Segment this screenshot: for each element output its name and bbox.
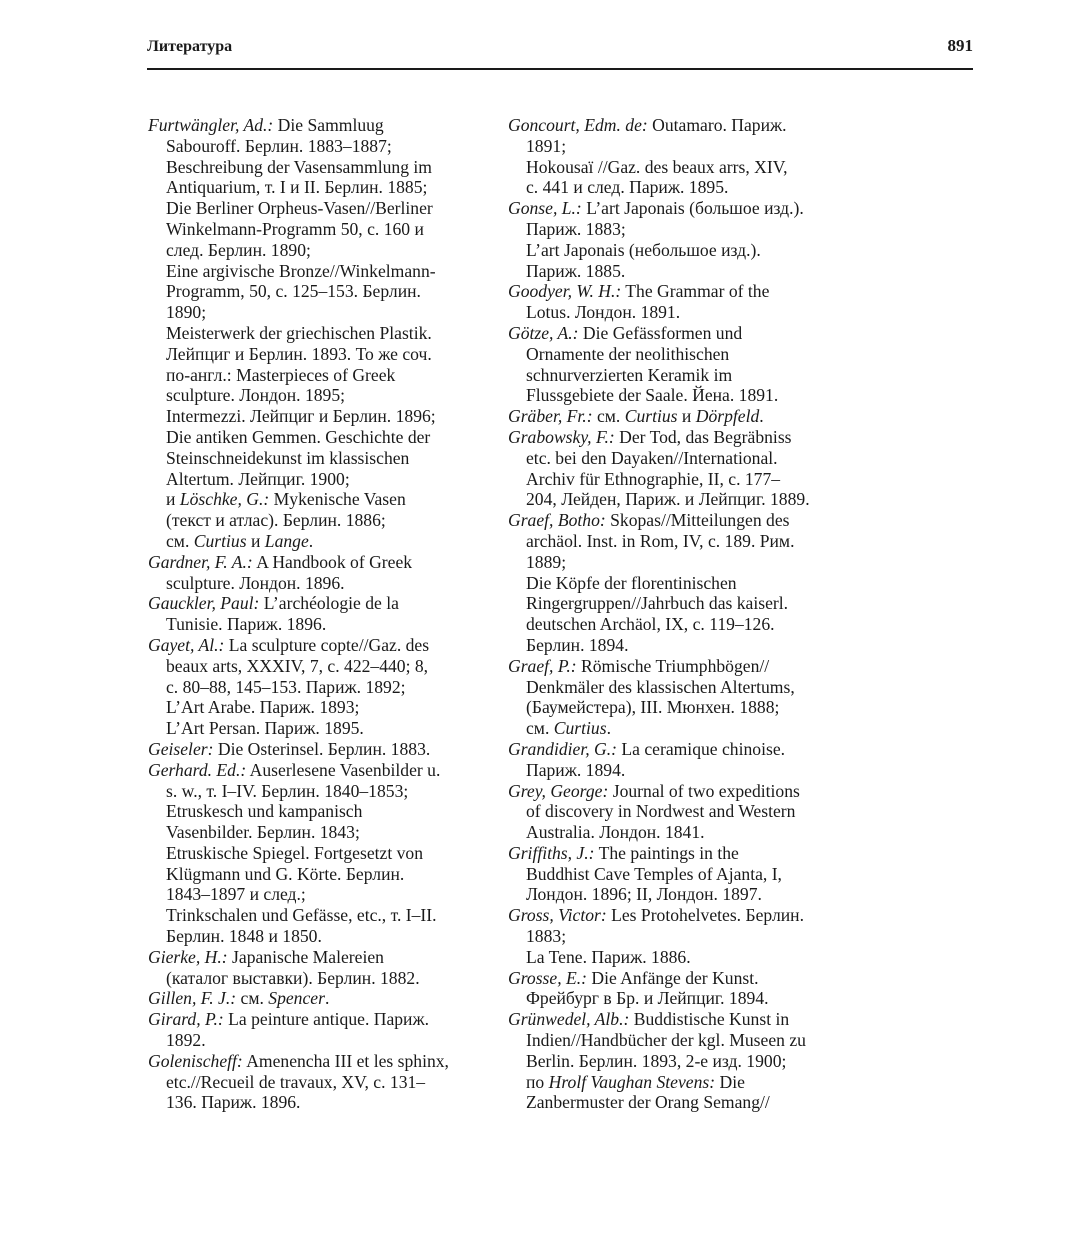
entry-line: Beschreibung der Vasensammlung im bbox=[166, 156, 432, 177]
entry-line: Geiseler: Die Osterinsel. Берлин. 1883. bbox=[148, 738, 431, 759]
entry-line: Die Köpfe der florentinischen bbox=[526, 572, 737, 593]
bibliography-entry bbox=[148, 1051, 483, 1113]
bibliography-entry bbox=[148, 635, 483, 739]
entry-line: Gräber, Fr.: см. Curtius и Dörpfeld. bbox=[508, 406, 764, 427]
entry-line: deutschen Archäol, IX, с. 119–126. bbox=[526, 614, 775, 635]
entry-line: Grünwedel, Alb.: Buddistische Kunst in bbox=[508, 1009, 790, 1030]
entry-line: Париж. 1883; bbox=[526, 218, 626, 239]
entry-line: Gardner, F. A.: A Handbook of Greek bbox=[148, 551, 413, 572]
entry-line: Programm, 50, с. 125–153. Берлин. bbox=[166, 281, 421, 302]
entry-line: Antiquarium, т. I и II. Берлин. 1885; bbox=[166, 177, 428, 198]
bibliography-entry bbox=[148, 115, 483, 552]
entry-line: Götze, A.: Die Gefässformen und bbox=[508, 322, 743, 343]
entry-line: La Tene. Париж. 1886. bbox=[526, 946, 691, 967]
entry-line: archäol. Inst. in Rom, IV, с. 189. Рим. bbox=[526, 530, 795, 551]
entry-line: schnurverzierten Keramik im bbox=[526, 364, 733, 385]
entry-line: beaux arts, XXXIV, 7, с. 422–440; 8, bbox=[166, 655, 429, 676]
entry-line: Indien//Handbücher der kgl. Museen zu bbox=[526, 1030, 806, 1051]
bibliography-entry bbox=[508, 905, 828, 967]
entry-line: Grosse, E.: Die Anfänge der Kunst. bbox=[508, 967, 759, 988]
bibliography-entry bbox=[508, 427, 828, 510]
page-number: 891 bbox=[947, 36, 973, 55]
entry-line: of discovery in Nordwest and Western bbox=[526, 801, 796, 822]
entry-line: Grandidier, G.: La ceramique chinoise. bbox=[508, 738, 786, 759]
entry-line: Gillen, F. J.: см. Spencer. bbox=[148, 988, 330, 1009]
bibliography-entry bbox=[508, 781, 828, 843]
bibliography-entry bbox=[508, 323, 828, 406]
entry-line: 1891; bbox=[526, 135, 567, 156]
entry-line: Фрейбург в Бр. и Лейпциг. 1894. bbox=[526, 988, 769, 1009]
entry-line: Australia. Лондон. 1841. bbox=[526, 822, 705, 843]
entry-line: Berlin. Берлин. 1893, 2-е изд. 1900; bbox=[526, 1050, 787, 1071]
bibliography-entry bbox=[508, 843, 828, 905]
entry-line: Lotus. Лондон. 1891. bbox=[526, 302, 681, 323]
entry-line: Buddhist Cave Temples of Ajanta, I, bbox=[526, 863, 782, 884]
entry-line: etc. bei den Dayaken//International. bbox=[526, 447, 778, 468]
entry-line: sculpture. Лондон. 1896. bbox=[166, 572, 345, 593]
bibliography-entry bbox=[508, 656, 828, 739]
entry-line: Sabouroff. Берлин. 1883–1887; bbox=[166, 135, 392, 156]
bibliography-entry bbox=[148, 947, 483, 989]
entry-line: 136. Париж. 1896. bbox=[166, 1092, 301, 1113]
entry-line: Берлин. 1894. bbox=[526, 634, 629, 655]
bibliography-entry bbox=[508, 1009, 828, 1113]
entry-line: Zanbermuster der Orang Semang// bbox=[526, 1092, 770, 1113]
entry-line: с. 80–88, 145–153. Париж. 1892; bbox=[166, 676, 406, 697]
entry-line: Furtwängler, Ad.: Die Sammluug bbox=[148, 115, 384, 135]
entry-line: Etruskische Spiegel. Fortgesetzt von bbox=[166, 842, 424, 863]
bibliography-entry bbox=[148, 760, 483, 947]
entry-line: Grey, George: Journal of two expeditions bbox=[508, 780, 800, 801]
right-column bbox=[508, 115, 828, 1113]
entry-line: Лейпциг и Берлин. 1893. То же соч. bbox=[166, 343, 432, 364]
bibliography-entry bbox=[148, 1009, 483, 1051]
entry-line: Gauckler, Paul: L’archéologie de la bbox=[148, 593, 399, 614]
entry-line: Steinschneidekunst im klassischen bbox=[166, 447, 410, 468]
entry-line: (Баумейстера), III. Мюнхен. 1888; bbox=[526, 697, 780, 718]
entry-line: sculpture. Лондон. 1895; bbox=[166, 385, 346, 406]
entry-line: Gierke, H.: Japanische Malereien bbox=[148, 946, 384, 967]
entry-line: и Löschke, G.: Mykenische Vasen bbox=[166, 489, 406, 510]
bibliography-entry bbox=[508, 198, 828, 281]
section-title: Литература bbox=[147, 38, 233, 55]
entry-line: Берлин. 1848 и 1850. bbox=[166, 926, 322, 947]
entry-line: Meisterwerk der griechischen Plastik. bbox=[166, 322, 432, 343]
entry-line: Париж. 1885. bbox=[526, 260, 626, 281]
running-header bbox=[147, 34, 973, 70]
entry-line: Gerhard. Ed.: Auserlesene Vasenbilder u. bbox=[148, 759, 441, 780]
entry-line: Ornamente der neolithischen bbox=[526, 343, 730, 364]
entry-line: Ringergruppen//Jahrbuch das kaiserl. bbox=[526, 593, 789, 614]
entry-line: Gonse, L.: L’art Japonais (большое изд.). bbox=[508, 198, 804, 219]
entry-line: L’Art Persan. Париж. 1895. bbox=[166, 718, 364, 739]
entry-line: 1892. bbox=[166, 1030, 206, 1051]
entry-line: Flussgebiete der Saale. Йена. 1891. bbox=[526, 385, 779, 406]
bibliography-entry bbox=[508, 115, 828, 198]
entry-line: Golenischeff: Amenencha III et les sphinx, bbox=[148, 1050, 449, 1071]
entry-line: Париж. 1894. bbox=[526, 759, 626, 780]
entry-line: (текст и атлас). Берлин. 1886; bbox=[166, 510, 386, 531]
entry-line: Goncourt, Edm. de: Outamaro. Париж. bbox=[508, 115, 787, 135]
entry-line: по Hrolf Vaughan Stevens: Die bbox=[526, 1071, 745, 1092]
entry-line: Denkmäler des klassischen Altertums, bbox=[526, 676, 795, 697]
bibliography-entry bbox=[508, 739, 828, 781]
entry-line: по-англ.: Masterpieces of Greek bbox=[166, 364, 396, 385]
bibliography-entry bbox=[148, 552, 483, 594]
bibliography-entry bbox=[508, 968, 828, 1010]
entry-line: Tunisie. Париж. 1896. bbox=[166, 614, 327, 635]
entry-line: Лондон. 1896; II, Лондон. 1897. bbox=[526, 884, 762, 905]
entry-line: 1883; bbox=[526, 926, 567, 947]
entry-line: Die Berliner Orpheus-Vasen//Berliner bbox=[166, 198, 433, 219]
bibliography-entry bbox=[508, 281, 828, 323]
bibliography-entry bbox=[148, 739, 483, 760]
entry-line: etc.//Recueil de travaux, XV, с. 131– bbox=[166, 1071, 426, 1092]
entry-line: Gross, Victor: Les Protohelvetes. Берлин. bbox=[508, 905, 804, 926]
entry-line: Altertum. Лейпциг. 1900; bbox=[166, 468, 350, 489]
left-column bbox=[148, 115, 483, 1113]
entry-line: 1889; bbox=[526, 551, 567, 572]
entry-line: Eine argivische Bronze//Winkelmann- bbox=[166, 260, 436, 281]
entry-line: Winkelmann-Programm 50, с. 160 и bbox=[166, 218, 424, 239]
bibliography-entry bbox=[508, 510, 828, 656]
entry-line: Griffiths, J.: The paintings in the bbox=[508, 842, 739, 863]
entry-line: Intermezzi. Лейпциг и Берлин. 1896; bbox=[166, 406, 436, 427]
entry-line: Graef, P.: Römische Triumphbögen// bbox=[508, 655, 770, 676]
entry-line: Die antiken Gemmen. Geschichte der bbox=[166, 426, 431, 447]
bibliography-entry bbox=[148, 988, 483, 1009]
entry-line: Gayet, Al.: La sculpture copte//Gaz. des bbox=[148, 634, 430, 655]
entry-line: Etruskesch und kampanisch bbox=[166, 801, 363, 822]
bibliography-entry bbox=[508, 406, 828, 427]
entry-line: с. 441 и след. Париж. 1895. bbox=[526, 177, 729, 198]
entry-line: L’art Japonais (небольшое изд.). bbox=[526, 239, 761, 260]
entry-line: Hokousaï //Gaz. des beaux arrs, XIV, bbox=[526, 156, 788, 177]
entry-line: Grabowsky, F.: Der Tod, das Begräbniss bbox=[508, 426, 792, 447]
entry-line: s. w., т. I–IV. Берлин. 1840–1853; bbox=[166, 780, 409, 801]
entry-line: (каталог выставки). Берлин. 1882. bbox=[166, 967, 420, 988]
entry-line: см. Curtius и Lange. bbox=[166, 530, 314, 551]
entry-line: 1843–1897 и след.; bbox=[166, 884, 306, 905]
entry-line: L’Art Arabe. Париж. 1893; bbox=[166, 697, 360, 718]
entry-line: след. Берлин. 1890; bbox=[166, 239, 311, 260]
entry-line: 1890; bbox=[166, 302, 207, 323]
entry-line: Girard, P.: La peinture antique. Париж. bbox=[148, 1009, 430, 1030]
entry-line: Klügmann und G. Körte. Берлин. bbox=[166, 863, 405, 884]
entry-line: Archiv für Ethnographie, II, с. 177– bbox=[526, 468, 781, 489]
entry-line: Vasenbilder. Берлин. 1843; bbox=[166, 822, 360, 843]
entry-line: 204, Лейден, Париж. и Лейпциг. 1889. bbox=[526, 489, 810, 510]
entry-line: см. Curtius. bbox=[526, 718, 611, 739]
entry-line: Trinkschalen und Gefässe, etc., т. I–II. bbox=[166, 905, 437, 926]
bibliography-entry bbox=[148, 593, 483, 635]
entry-line: Goodyer, W. H.: The Grammar of the bbox=[508, 281, 770, 302]
entry-line: Graef, Botho: Skopas//Mitteilungen des bbox=[508, 510, 790, 531]
